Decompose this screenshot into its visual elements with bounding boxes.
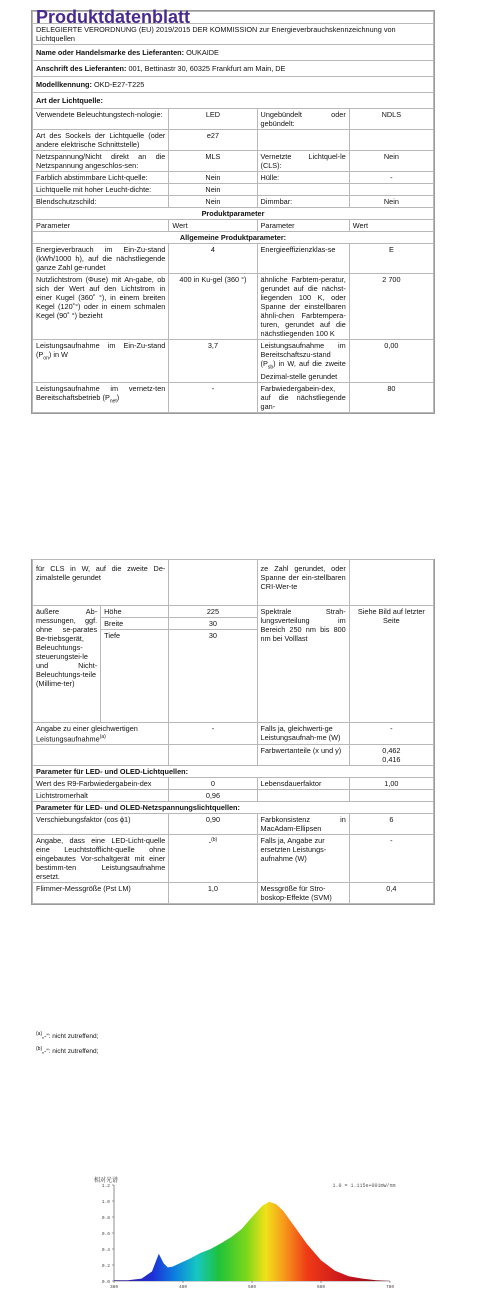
param-value: NDLS [349, 109, 433, 130]
param-value: 3,7 [169, 340, 257, 383]
col-header-param: Parameter [33, 220, 169, 232]
param-row [33, 835, 434, 883]
param-label [257, 130, 349, 151]
model-row [33, 77, 434, 93]
mains-params-heading: Parameter für LED- und OLED-Netzspannungslichtquellen: [33, 802, 434, 814]
supplier-value: OUKAIDE [186, 48, 219, 57]
y-tick-label: 0.6 [101, 1231, 110, 1237]
param-value: -$^{(b)}$ [169, 835, 257, 883]
page-title: Produktdatenblatt [33, 12, 434, 24]
param-row [33, 340, 434, 383]
lightsource-heading: Art der Lichtquelle: [33, 93, 434, 109]
param-row [33, 723, 434, 745]
spectral-label: Spektrale Strah-lungsverteilung im Bereich 250 nm bis 800 nm bei Volllast [257, 606, 349, 723]
col-header-param: Parameter [257, 220, 349, 232]
param-label: Falls ja, Angabe zur ersetzten Leistungs-aufnahme (W) [257, 835, 349, 883]
datasheet-page2 [31, 559, 435, 905]
param-label: Hülle: [257, 172, 349, 184]
param-row [33, 745, 434, 766]
param-value: Nein [349, 151, 433, 172]
param-row [33, 560, 434, 606]
param-value: 4 [169, 244, 257, 274]
param-value: MLS [169, 151, 257, 172]
address-value: 001, Bettinastr 30, 60325 Frankfurt am Main, DE [128, 64, 286, 73]
address-label: Anschrift des Lieferanten: [36, 64, 127, 73]
params-header-row [33, 220, 434, 232]
y-tick-label: 1.0 [101, 1199, 110, 1205]
chart-annotation: 1.0 = 1.115e+001mW/nm [332, 1183, 396, 1189]
param-value: Nein [349, 196, 433, 208]
model-label: Modellkennung: [36, 80, 92, 89]
x-tick-label: 680 [316, 1285, 326, 1290]
param-label: Energieverbrauch im Ein-Zu-stand (kWh/1000 h), auf die nächstliegende ganze Zahl ge-rundet [33, 244, 169, 274]
param-label: ze Zahl gerundet, oder Spanne der ein-stellbaren CRI-Wer-te [257, 560, 349, 606]
lightsource-row [33, 184, 434, 196]
y-tick-label: 1.2 [101, 1183, 110, 1189]
x-tick-label: 380 [109, 1285, 119, 1290]
dimensions-row [33, 606, 434, 618]
param-label [257, 184, 349, 196]
lightsource-row [33, 172, 434, 184]
param-value: - [349, 723, 433, 745]
datasheet-table-page1 [32, 7, 434, 413]
param-value: - [169, 723, 257, 745]
param-label: ähnliche Farbtem-peratur, gerundet auf die nächst-liegenden 100 K, oder Spanne der einstellbaren ähnli-chen Farbtempera-turen, gerundet auf die nächstliegenden 100 K [257, 274, 349, 340]
param-value: 0,90 [169, 814, 257, 835]
param-label: Energieeffizienzklas-se [257, 244, 349, 274]
param-value: 1,0 [169, 883, 257, 904]
param-label: Farblich abstimmbare Licht-quelle: [33, 172, 169, 184]
param-value: Nein [169, 184, 257, 196]
param-row [33, 814, 434, 835]
y-tick-label: 0.4 [101, 1247, 110, 1253]
model-value: OKD-E27-T225 [93, 80, 145, 89]
spectrum-area [114, 1202, 390, 1281]
param-label: Leistungsaufnahme im vernetz-ten Bereitschaftsbetrieb $(P_{net})$ [33, 383, 169, 413]
param-value [349, 130, 433, 151]
dim-name: Tiefe [101, 630, 169, 723]
param-label: Messgröße für Stro-boskop-Effekte (SVM) [257, 883, 349, 904]
footnote-b: $^{(b)}$„-“: nicht zutreffend; [36, 1046, 99, 1056]
lightsource-row [33, 109, 434, 130]
param-value: e27 [169, 130, 257, 151]
dim-name: Breite [101, 618, 169, 630]
led-params-heading: Parameter für LED- und OLED-Lichtquellen: [33, 766, 434, 778]
lightsource-row [33, 196, 434, 208]
param-value: LED [169, 109, 257, 130]
regulation-text: DELEGIERTE VERORDNUNG (EU) 2019/2015 DER KOMMISSION zur Energieverbrauchskennzeichnung von Lichtquellen [33, 24, 434, 45]
param-label: Angabe zu einer gleichwertigen Leistungsaufnahme$^{(a)}$ [33, 723, 169, 745]
address-row [33, 61, 434, 77]
supplier-row [33, 45, 434, 61]
x-tick-label: 780 [385, 1285, 395, 1290]
param-value [349, 184, 433, 196]
param-label: Art des Sockels der Lichtquelle (oder andere elektrische Schnittstelle) [33, 130, 169, 151]
supplier-label: Name oder Handelsmarke des Lieferanten: [36, 48, 185, 57]
param-label: Vernetzte Lichtquel-le (CLS): [257, 151, 349, 172]
param-label: Farbkonsistenz in MacAdam-Ellipsen [257, 814, 349, 835]
param-label: Verwendete Beleuchtungstech-nologie: [33, 109, 169, 130]
dim-value: 30 [169, 618, 257, 630]
x-tick-label: 580 [247, 1285, 257, 1290]
param-value: - [349, 835, 433, 883]
spectral-distribution-chart [82, 1173, 412, 1301]
y-tick-label: 0.2 [101, 1263, 110, 1269]
param-label: Verschiebungsfaktor (cos ϕ1) [33, 814, 169, 835]
col-header-value: Wert [349, 220, 433, 232]
param-value: E [349, 244, 433, 274]
param-label: Lebensdauerfaktor [257, 778, 349, 790]
param-label: für CLS in W, auf die zweite De-zimalstelle gerundet [33, 560, 169, 606]
param-value: 80 [349, 383, 433, 413]
dim-value: 30 [169, 630, 257, 723]
param-row [33, 383, 434, 413]
footnote-a: $^{(a)}$„-“: nicht zutreffend; [36, 1031, 99, 1041]
param-row [33, 274, 434, 340]
lightsource-row [33, 151, 434, 172]
spectral-value: Siehe Bild auf letzter Seite [349, 606, 433, 723]
param-value: 0,4 [349, 883, 433, 904]
param-value: 400 in Ku-gel (360 °) [169, 274, 257, 340]
param-value: - [169, 383, 257, 413]
lightsource-row [33, 130, 434, 151]
param-label: Nutzlichtstrom (Φuse) mit An-gabe, ob sich der Wert auf den Lichtstrom in einer Kugel (360˚ °), in einem breiten Kegel (120˚°) oder in einem schmalen Kegel (90˚ °) bezieht [33, 274, 169, 340]
chart-title: 相对光谱 [94, 1178, 119, 1184]
param-label: Angabe, dass eine LED-Licht-quelle eine Leuchtstofflicht-quelle ohne eingebautes Vor-schaltgerät mit einer bestimm-ten Leistungsaufnahme ersetzt. [33, 835, 169, 883]
product-datasheet [31, 7, 435, 414]
param-value: Nein [169, 172, 257, 184]
param-label: Leistungsaufnahme im Bereitschaftszu-stand $(P_{sb})$ in W, auf die zweite Dezimal-stelle gerundet [257, 340, 349, 383]
param-label: Dimmbar: [257, 196, 349, 208]
general-params-heading: Allgemeine Produktparameter: [33, 232, 434, 244]
param-row [33, 790, 434, 802]
datasheet-table-page2 [32, 559, 434, 904]
param-label: Lichtquelle mit hoher Leucht-dichte: [33, 184, 169, 196]
param-label: Farbwiedergabein-dex, auf die nächstliegende gan- [257, 383, 349, 413]
dim-name: Höhe [101, 606, 169, 618]
param-label: Leistungsaufnahme im Ein-Zu-stand $(P_{on})$ in W [33, 340, 169, 383]
param-row [33, 778, 434, 790]
param-value: 0 [169, 778, 257, 790]
y-tick-label: 0.0 [101, 1279, 110, 1285]
param-value: 0,00 [349, 340, 433, 383]
footnotes [36, 1028, 98, 1058]
dimensions-label: äußere Ab-messungen, ggf. ohne se-parates Be-triebsgerät, Beleuchtungs-steuerungstei-le und Nicht-Beleuchtungs-teile (Millime-ter) [33, 606, 101, 723]
param-label: Ungebündelt oder gebündelt: [257, 109, 349, 130]
dim-value: 225 [169, 606, 257, 618]
param-value: 0,462 0,416 [349, 745, 433, 766]
param-label: Blendschutzschild: [33, 196, 169, 208]
param-label: Wert des R9-Farbwiedergabein-dex [33, 778, 169, 790]
y-tick-label: 0.8 [101, 1215, 110, 1221]
param-label: Flimmer-Messgröße (Pst LM) [33, 883, 169, 904]
param-value: 1,00 [349, 778, 433, 790]
col-header-value: Wert [169, 220, 257, 232]
param-row [33, 244, 434, 274]
param-label: Farbwertanteile (x und y) [257, 745, 349, 766]
param-value: - [349, 172, 433, 184]
product-params-heading: Produktparameter [33, 208, 434, 220]
param-value: 6 [349, 814, 433, 835]
x-tick-label: 480 [178, 1285, 188, 1290]
param-label: Netzspannung/Nicht direkt an die Netzspannung angeschlos-sen: [33, 151, 169, 172]
param-label: Lichtstromerhalt [33, 790, 169, 802]
param-label: Falls ja, gleichwerti-ge Leistungsaufnah-me (W) [257, 723, 349, 745]
param-value: 0,96 [169, 790, 257, 802]
param-value: 2 700 [349, 274, 433, 340]
param-value: Nein [169, 196, 257, 208]
param-row [33, 883, 434, 904]
